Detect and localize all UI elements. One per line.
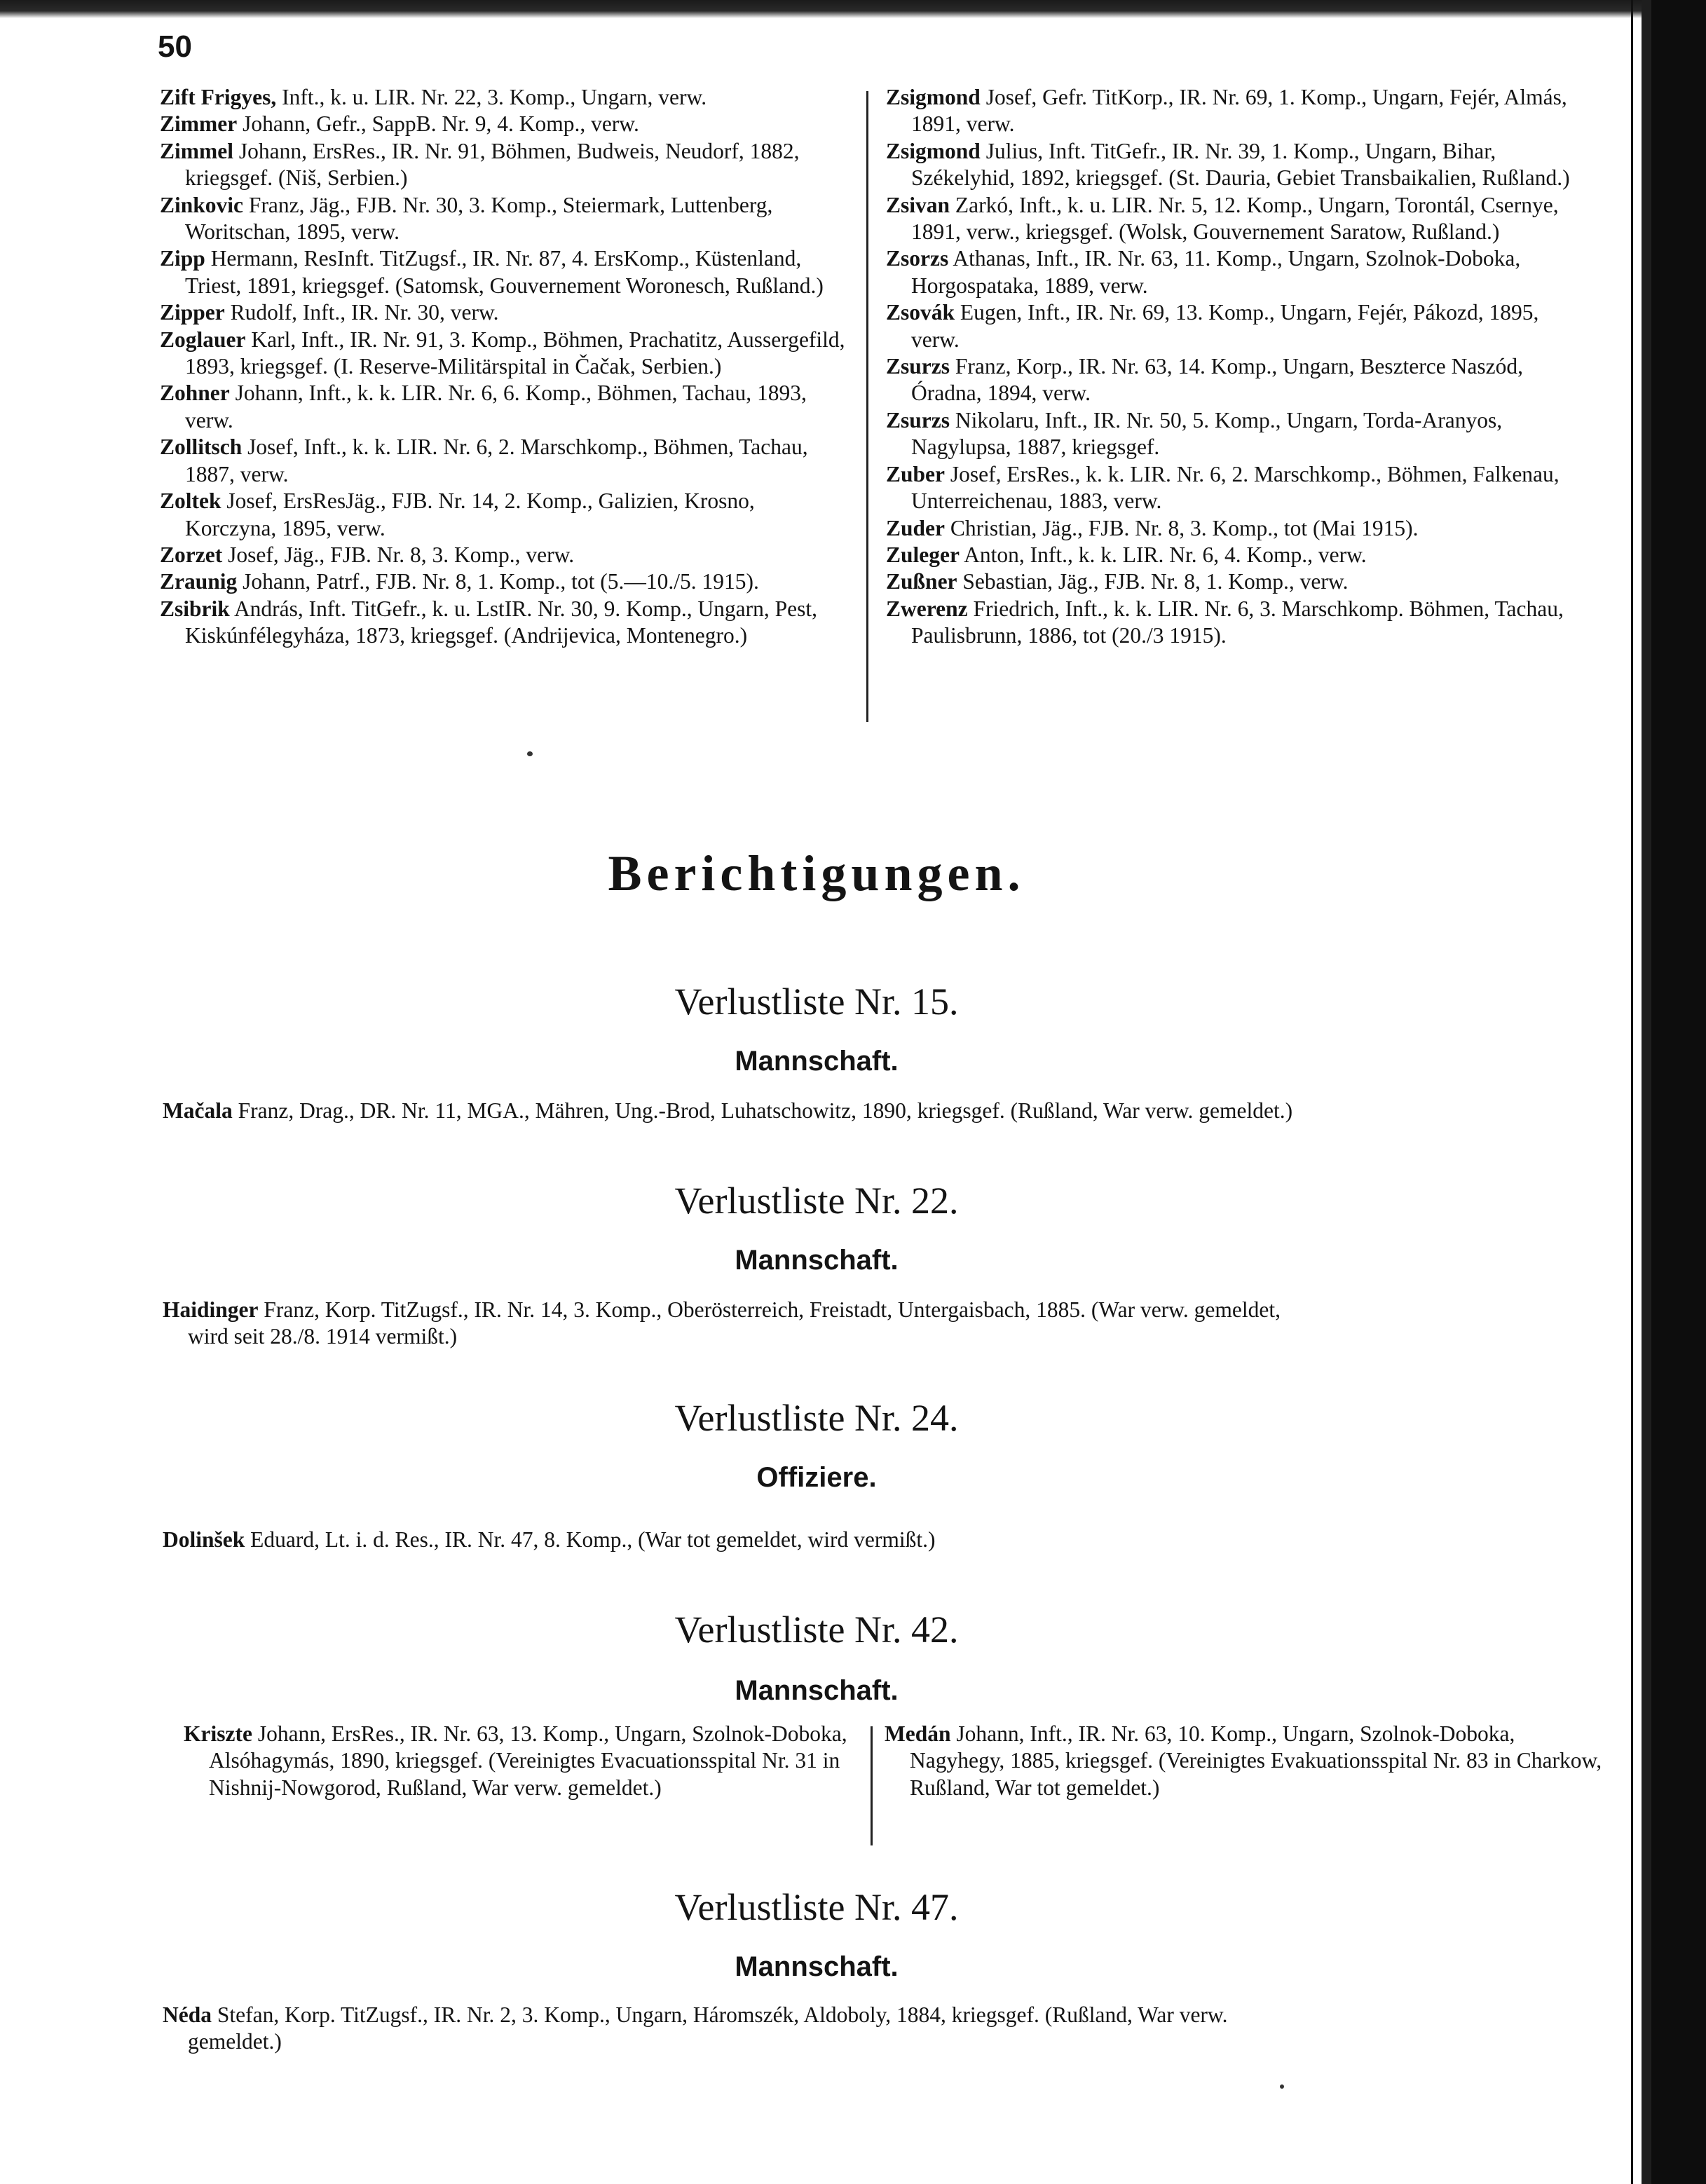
casualty-entry <box>886 568 1584 595</box>
list15-heading: Verlustliste Nr. 15. <box>674 981 959 1023</box>
casualty-entry <box>160 111 847 137</box>
scan-page-edge <box>1642 0 1651 2184</box>
entry-continuation: wird seit 28./8. 1914 vermißt.) <box>188 1324 458 1349</box>
list42-heading: Verlustliste Nr. 42. <box>674 1609 959 1651</box>
entry-text: Athanas, Inft., IR. Nr. 63, 11. Komp., Ungarn, Szolnok-Doboka, Horgospataka, 1889, verw. <box>911 246 1521 298</box>
entry-name: Dolinšek <box>163 1527 245 1552</box>
casualty-entry <box>886 542 1584 568</box>
entry-text: Josef, ErsResJäg., FJB. Nr. 14, 2. Komp., Galizien, Krosno, Korczyna, 1895, verw. <box>185 489 755 540</box>
casualty-entry <box>886 84 1584 138</box>
entry-text: Sebastian, Jäg., FJB. Nr. 8, 1. Komp., verw. <box>962 569 1349 594</box>
entry-name: Kriszte <box>184 1721 252 1746</box>
entry-text: Josef, Gefr. TitKorp., IR. Nr. 69, 1. Komp., Ungarn, Fejér, Almás, 1891, verw. <box>911 85 1567 137</box>
casualty-entry <box>160 596 847 650</box>
list42-right-entry <box>885 1721 1604 1801</box>
entry-name: Zimmel <box>160 138 233 163</box>
casualty-entry <box>886 515 1584 542</box>
entry-text: Inft., k. u. LIR. Nr. 22, 3. Komp., Ungarn, verw. <box>282 85 707 109</box>
entry-text: Christian, Jäg., FJB. Nr. 8, 3. Komp., tot (Mai 1915). <box>950 515 1419 540</box>
entry-text: Josef, ErsRes., k. k. LIR. Nr. 6, 2. Marschkomp., Böhmen, Falkenau, Unterreichenau, 1883, verw. <box>911 461 1560 514</box>
entry-text: Johann, ErsRes., IR. Nr. 91, Böhmen, Budweis, Neudorf, 1882, kriegsgef. (Niš, Serbien.) <box>185 138 800 191</box>
entry-name: Zorzet <box>160 542 223 567</box>
list47-entry <box>163 2002 1522 2056</box>
scan-speck <box>527 751 533 756</box>
list42-left-entry <box>184 1721 882 1801</box>
entry-name: Néda <box>163 2002 212 2027</box>
entry-name: Zsigmond <box>886 138 981 163</box>
entry-text: Rudolf, Inft., IR. Nr. 30, verw. <box>230 300 499 325</box>
list22-section: Mannschaft. <box>735 1245 899 1276</box>
entry-name: Zoltek <box>160 489 221 514</box>
left-column <box>160 84 847 650</box>
entry-name: Zsorzs <box>886 246 949 271</box>
entry-text: Josef, Inft., k. k. LIR. Nr. 6, 2. Marschkomp., Böhmen, Tachau, 1887, verw. <box>185 435 808 486</box>
entry-name: Zohner <box>160 381 230 406</box>
entry-name: Zsovák <box>886 300 955 325</box>
entry-name: Zimmer <box>160 111 238 137</box>
entry-name: Zußner <box>886 569 957 594</box>
casualty-entry <box>160 327 847 381</box>
entry-name: Medán <box>885 1721 951 1746</box>
list15-section: Mannschaft. <box>735 1046 899 1077</box>
entry-text: Johann, Patrf., FJB. Nr. 8, 1. Komp., tot (5.—10./5. 1915). <box>243 569 759 594</box>
entry-name: Zsibrik <box>160 596 230 621</box>
list47-heading: Verlustliste Nr. 47. <box>674 1886 959 1928</box>
entry-name: Zoglauer <box>160 327 246 352</box>
entry-name: Haidinger <box>163 1297 259 1322</box>
column-divider <box>866 91 868 722</box>
entry-continuation: gemeldet.) <box>188 2029 282 2054</box>
casualty-entry <box>160 488 847 542</box>
entry-name: Zsivan <box>886 192 950 217</box>
entry-text: Franz, Jäg., FJB. Nr. 30, 3. Komp., Steiermark, Luttenberg, Woritschan, 1895, verw. <box>185 192 773 245</box>
casualty-entry <box>160 138 847 192</box>
casualty-entry <box>886 192 1584 246</box>
list24-heading: Verlustliste Nr. 24. <box>674 1397 959 1439</box>
entry-text: Karl, Inft., IR. Nr. 91, 3. Komp., Böhmen, Prachatitz, Aussergefild, 1893, kriegsgef. (I. Reserve-Militärspital in Čačak, Serbien.) <box>185 327 845 379</box>
entry-name: Zipper <box>160 300 225 325</box>
entry-name: Zuder <box>886 515 946 540</box>
casualty-entry <box>886 138 1584 192</box>
list47-section: Mannschaft. <box>735 1951 899 1982</box>
entry-text: Stefan, Korp. TitZugsf., IR. Nr. 2, 3. Komp., Ungarn, Háromszék, Aldoboly, 1884, kriegsgef. (Rußland, War verw. <box>217 2002 1228 2027</box>
list42-entries <box>184 1721 1602 1833</box>
entry-text: Franz, Korp., IR. Nr. 63, 14. Komp., Ungarn, Beszterce Naszód, Óradna, 1894, verw. <box>911 354 1523 406</box>
casualty-entry <box>886 461 1584 515</box>
entry-name: Zift Frigyes, <box>160 85 277 109</box>
casualty-entry <box>160 245 847 299</box>
entry-text: Franz, Korp. TitZugsf., IR. Nr. 14, 3. Komp., Oberösterreich, Freistadt, Untergaisbach, 1885. (War verw. gemeldet, <box>264 1297 1281 1322</box>
list24-section: Offiziere. <box>756 1462 877 1493</box>
entry-name: Zuber <box>886 461 946 486</box>
casualty-entry <box>886 596 1584 650</box>
scan-shadow-right <box>1651 0 1706 2184</box>
right-column <box>886 84 1584 650</box>
entry-text: Julius, Inft. TitGefr., IR. Nr. 39, 1. Komp., Ungarn, Bihar, Székelyhid, 1892, kriegsgef. (St. Dauria, Gebiet Transbaikalien, Rußland.) <box>911 138 1570 191</box>
entry-name: Zsigmond <box>886 85 981 109</box>
entry-text: Johann, Inft., k. k. LIR. Nr. 6, 6. Komp., Böhmen, Tachau, 1893, verw. <box>185 381 807 432</box>
casualty-entry <box>160 542 847 568</box>
entry-text: Josef, Jäg., FJB. Nr. 8, 3. Komp., verw. <box>228 542 575 567</box>
entry-text: Anton, Inft., k. k. LIR. Nr. 6, 4. Komp., verw. <box>964 542 1367 567</box>
list22-entry <box>163 1297 1522 1351</box>
entry-text: Johann, ErsRes., IR. Nr. 63, 13. Komp., Ungarn, Szolnok-Doboka, Alsóhagymás, 1890, kriegsgef. (Vereinigtes Evacuationsspital Nr. 31 in Nishnij-Nowgorod, Rußland, War verw. gemeldet.) <box>209 1721 847 1800</box>
casualty-entry <box>886 245 1584 299</box>
entry-name: Zipp <box>160 246 205 271</box>
casualty-entry <box>160 568 847 595</box>
entry-text: Johann, Gefr., SappB. Nr. 9, 4. Komp., verw. <box>243 111 639 137</box>
list42-section: Mannschaft. <box>735 1675 899 1706</box>
entry-name: Zsurzs <box>886 407 950 432</box>
entry-text: Hermann, ResInft. TitZugsf., IR. Nr. 87, 4. ErsKomp., Küstenland, Triest, 1891, kriegsgef. (Satomsk, Gouvernement Woronesch, Rußland.) <box>185 246 824 298</box>
casualty-entry <box>886 299 1584 353</box>
casualty-entry <box>160 84 847 111</box>
entry-text: Franz, Drag., DR. Nr. 11, MGA., Mähren, Ung.-Brod, Luhatschowitz, 1890, kriegsgef. (Rußland, War verw. gemeldet.) <box>238 1098 1293 1123</box>
entry-text: Friedrich, Inft., k. k. LIR. Nr. 6, 3. Marschkomp. Böhmen, Tachau, Paulisbrunn, 1886, tot (20./3 1915). <box>911 596 1564 648</box>
entry-text: András, Inft. TitGefr., k. u. LstIR. Nr. 30, 9. Komp., Ungarn, Pest, Kiskúnfélegyháza, 1873, kriegsgef. (Andrijevica, Montenegro.) <box>185 596 818 648</box>
corrections-title: Berichtigungen. <box>608 845 1025 901</box>
entry-name: Zollitsch <box>160 435 243 460</box>
casualty-columns <box>160 84 1584 722</box>
entry-text: Eugen, Inft., IR. Nr. 69, 13. Komp., Ungarn, Fejér, Pákozd, 1895, verw. <box>911 300 1539 352</box>
list24-entry <box>163 1527 1522 1553</box>
casualty-entry <box>160 380 847 434</box>
entry-name: Zsurzs <box>886 354 950 379</box>
casualty-entry <box>886 353 1584 407</box>
casualty-entry <box>160 434 847 488</box>
entry-name: Zinkovic <box>160 192 244 217</box>
entry-text: Eduard, Lt. i. d. Res., IR. Nr. 47, 8. Komp., (War tot gemeldet, wird vermißt.) <box>250 1527 936 1552</box>
casualty-entry <box>160 299 847 326</box>
entry-name: Zuleger <box>886 542 960 567</box>
entry-name: Zraunig <box>160 569 238 594</box>
entry-name: Zwerenz <box>886 596 968 621</box>
list22-heading: Verlustliste Nr. 22. <box>674 1180 959 1222</box>
page-number: 50 <box>158 29 192 64</box>
casualty-entry <box>886 407 1584 461</box>
scan-speck <box>1280 2084 1284 2089</box>
entry-text: Zarkó, Inft., k. u. LIR. Nr. 5, 12. Komp., Ungarn, Torontál, Csernye, 1891, verw., kriegsgef. (Wolsk, Gouvernement Saratow, Rußland.) <box>911 192 1559 245</box>
column-divider <box>871 1726 873 1845</box>
entry-name: Mačala <box>163 1098 233 1123</box>
entry-text: Johann, Inft., IR. Nr. 63, 10. Komp., Ungarn, Szolnok-Doboka, Nagyhegy, 1885, kriegsgef. (Vereinigtes Evakuationsspital Nr. 83 in Charkow, Rußland, War tot gemeldet.) <box>910 1721 1602 1800</box>
casualty-entry <box>160 192 847 246</box>
list15-entry <box>163 1098 1522 1124</box>
entry-text: Nikolaru, Inft., IR. Nr. 50, 5. Komp., Ungarn, Torda-Aranyos, Nagylupsa, 1887, kriegsgef. <box>911 407 1503 460</box>
